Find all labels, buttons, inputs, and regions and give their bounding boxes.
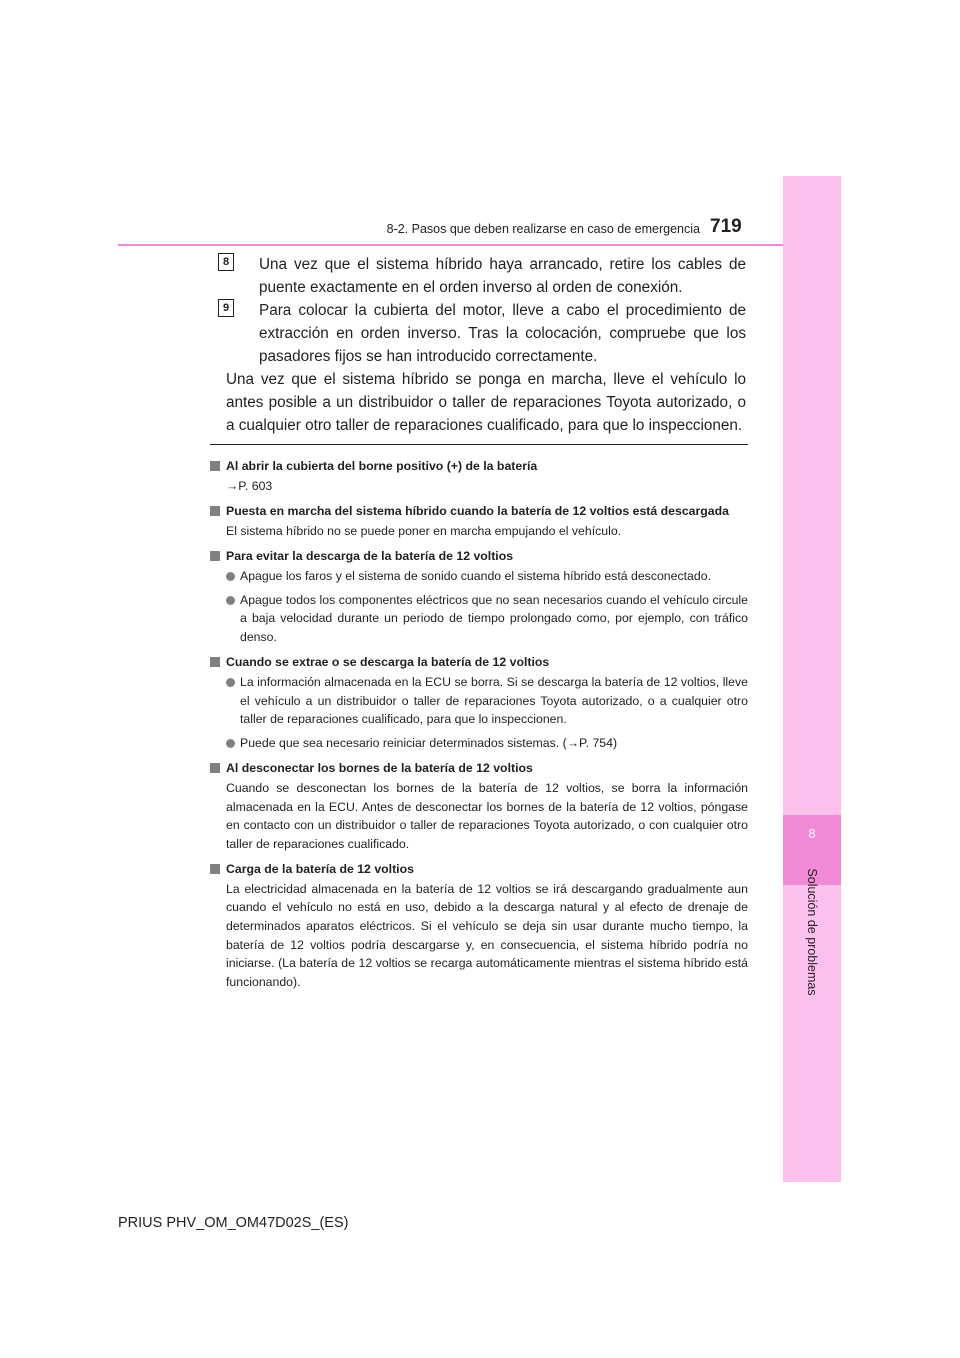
step-badge-8: 8 — [218, 253, 234, 271]
round-bullet-icon — [226, 739, 235, 748]
step-8-text: Una vez que el sistema híbrido haya arrancado, retire los cables de puente exactamente en el orden inverso al orden de conexión. — [259, 256, 746, 296]
note-title: Cuando se extrae o se descarga la batería de 12 voltios — [210, 653, 748, 672]
round-bullet-icon — [226, 596, 235, 605]
square-bullet-icon — [210, 461, 220, 471]
step-9-text: Para colocar la cubierta del motor, lleve a cabo el procedimiento de extracción en orden inverso. Tras la colocación, compruebe que los pasadores fijos se han introducido correctamente. — [259, 302, 746, 365]
page-reference-link[interactable]: →P. 603 — [226, 478, 273, 493]
list-item: Apague todos los componentes eléctricos que no sean necesarios cuando el vehículo circule a baja velocidad durante un periodo de tiempo prolongado como, por ejemplo, con tráfico denso. — [210, 591, 748, 647]
list-item[interactable]: Puede que sea necesario reiniciar determinados sistemas. (→P. 754) — [210, 734, 748, 753]
note-title: Carga de la batería de 12 voltios — [210, 860, 748, 879]
list-item: Apague los faros y el sistema de sonido cuando el sistema híbrido está desconectado. — [210, 567, 748, 586]
section-divider — [210, 444, 748, 445]
square-bullet-icon — [210, 864, 220, 874]
chapter-number: 8 — [808, 826, 816, 841]
note-body: El sistema híbrido no se puede poner en marcha empujando el vehículo. — [226, 523, 622, 538]
note-title: Al desconectar los bornes de la batería de 12 voltios — [210, 759, 748, 778]
square-bullet-icon — [210, 657, 220, 667]
square-bullet-icon — [210, 506, 220, 516]
notes-section — [210, 457, 748, 991]
header-rule — [118, 244, 783, 246]
square-bullet-icon — [210, 763, 220, 773]
page-number: 719 — [710, 216, 742, 237]
step-badge-9: 9 — [218, 299, 234, 317]
square-bullet-icon — [210, 551, 220, 561]
note-title: Para evitar la descarga de la batería de 12 voltios — [210, 547, 748, 566]
note-body: La electricidad almacenada en la batería de 12 voltios se irá descargando gradualmente aun cuando el vehículo no está en uso, debido a la descarga natural y al efecto de drenaje de determinados aparatos eléctricos. Si el vehículo se deja sin usar durante mucho tiempo, la batería de 12 voltios podría descargarse y, en consecuencia, el sistema híbrido podría no iniciarse. (La batería de 12 voltios se recarga automáticamente mientras el sistema híbrido está funcionando). — [226, 881, 748, 989]
round-bullet-icon — [226, 678, 235, 687]
document-footer: PRIUS PHV_OM_OM47D02S_(ES) — [118, 1215, 349, 1231]
note-title: Puesta en marcha del sistema híbrido cuando la batería de 12 voltios está descargada — [210, 502, 748, 521]
section-title: 8-2. Pasos que deben realizarse en caso de emergencia — [386, 222, 700, 236]
note-title: Al abrir la cubierta del borne positivo (+) de la batería — [210, 457, 748, 476]
chapter-side-tab — [783, 176, 841, 1182]
followup-paragraph: Una vez que el sistema híbrido se ponga en marcha, lleve el vehículo lo antes posible a un distribuidor o taller de reparaciones Toyota autorizado, o a cualquier otro taller de reparaciones cualificado, para que lo inspeccionen. — [226, 371, 746, 434]
chapter-title: Solución de problemas — [805, 868, 819, 996]
note-body: Cuando se desconectan los bornes de la batería de 12 voltios, se borra la información almacenada en la ECU. Antes de desconectar los bornes de la batería de 12 voltios, póngase en contacto con un distribuidor o taller de reparaciones Toyota autorizado, o con cualquier otro taller de reparaciones cualificado. — [226, 780, 748, 851]
list-item: La información almacenada en la ECU se borra. Si se descarga la batería de 12 voltios, lleve el vehículo a un distribuidor o taller de reparaciones Toyota autorizado, o a cualquier otro taller de reparaciones cualificado, para que lo inspeccionen. — [210, 673, 748, 729]
round-bullet-icon — [226, 572, 235, 581]
